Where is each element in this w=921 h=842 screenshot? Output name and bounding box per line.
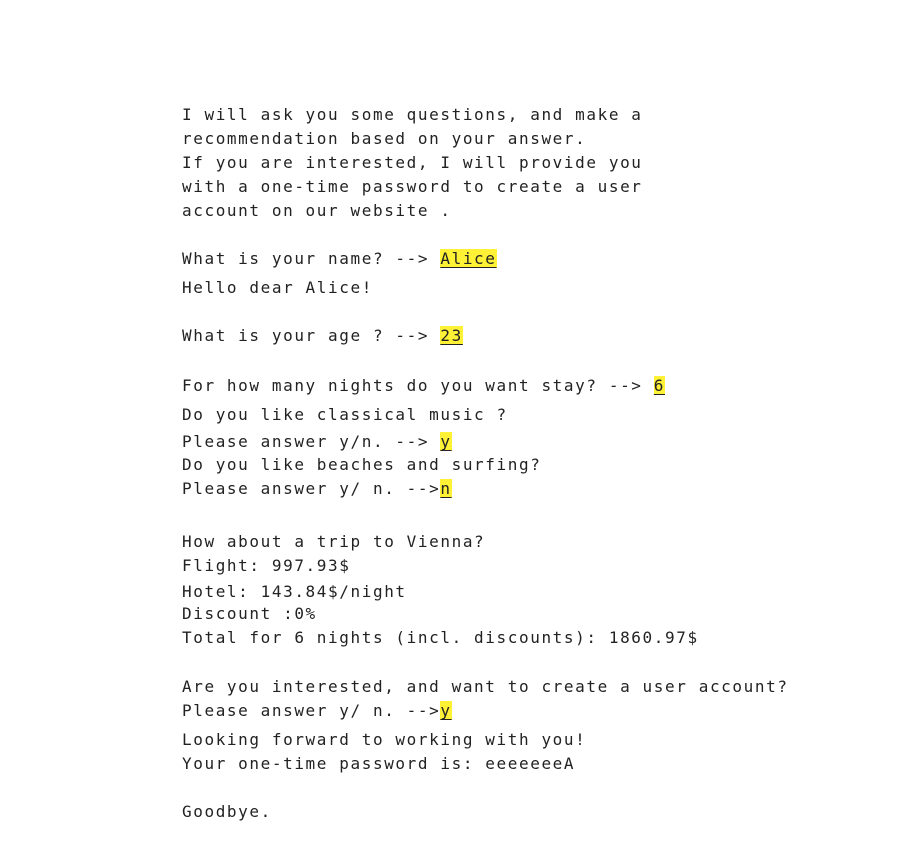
music-question: Do you like classical music ? (182, 405, 508, 424)
beach-answer-input[interactable]: n (440, 479, 452, 498)
closing-line-1: Looking forward to working with you! (182, 730, 587, 749)
music-prompt-label: Please answer y/n. --> (182, 432, 441, 451)
intro-line-1: I will ask you some questions, and make a (182, 105, 643, 124)
name-prompt-label: What is your name? --> (182, 249, 441, 268)
account-answer-input[interactable]: y (440, 701, 452, 720)
age-prompt-line (182, 326, 463, 346)
total-price: Total for 6 nights (incl. discounts): 1860.97$ (182, 628, 699, 647)
farewell-line: Goodbye. (182, 802, 272, 821)
password-line: Your one-time password is: eeeeeeeA (182, 754, 576, 773)
name-answer-input[interactable]: Alice (440, 249, 497, 268)
age-prompt-label: What is your age ? --> (182, 326, 441, 345)
beach-prompt-line (182, 479, 452, 499)
name-prompt-line (182, 249, 497, 269)
intro-line-4: with a one-time password to create a user (182, 177, 643, 196)
beach-question: Do you like beaches and surfing? (182, 455, 542, 474)
nights-prompt-line (182, 376, 665, 396)
intro-line-2: recommendation based on your answer. (182, 129, 587, 148)
intro-line-5: account on our website . (182, 201, 452, 220)
music-answer-input[interactable]: y (440, 432, 452, 451)
nights-answer-input[interactable]: 6 (653, 376, 666, 395)
nights-prompt-label: For how many nights do you want stay? --> (182, 376, 654, 395)
account-prompt-label: Please answer y/ n. --> (182, 701, 441, 720)
music-prompt-line (182, 432, 452, 452)
discount-value: Discount :0% (182, 604, 317, 623)
greeting-line: Hello dear Alice! (182, 278, 373, 297)
console-output (182, 0, 912, 842)
intro-line-3: If you are interested, I will provide you (182, 153, 643, 172)
recommendation-question: How about a trip to Vienna? (182, 532, 486, 551)
flight-price: Flight: 997.93$ (182, 556, 351, 575)
age-answer-input[interactable]: 23 (440, 326, 463, 345)
beach-prompt-label: Please answer y/ n. --> (182, 479, 441, 498)
account-prompt-line (182, 701, 452, 721)
account-question: Are you interested, and want to create a user account? (182, 677, 789, 696)
hotel-price: Hotel: 143.84$/night (182, 582, 407, 601)
